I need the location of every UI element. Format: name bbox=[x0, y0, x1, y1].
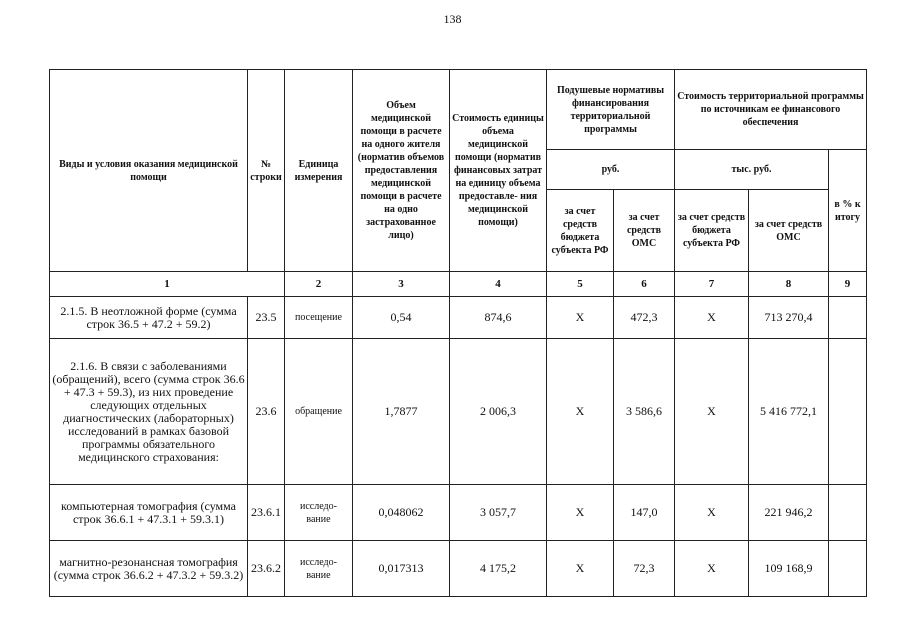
row-oms-rub: 472,3 bbox=[614, 297, 675, 339]
header-rub: руб. bbox=[547, 150, 675, 190]
header-unit: Единица измерения bbox=[285, 70, 353, 272]
row-volume: 1,7877 bbox=[353, 339, 450, 485]
table-row bbox=[50, 485, 867, 541]
row-budget-thousand: Х bbox=[675, 541, 749, 597]
financing-table bbox=[49, 69, 867, 597]
row-oms-thousand: 713 270,4 bbox=[749, 297, 829, 339]
column-number: 6 bbox=[614, 272, 675, 297]
row-percent bbox=[829, 297, 867, 339]
row-budget-thousand: Х bbox=[675, 485, 749, 541]
row-budget-rub: Х bbox=[547, 485, 614, 541]
column-number: 4 bbox=[450, 272, 547, 297]
row-cost: 3 057,7 bbox=[450, 485, 547, 541]
row-unit: исследо- вание bbox=[285, 485, 353, 541]
column-number: 3 bbox=[353, 272, 450, 297]
table-row bbox=[50, 541, 867, 597]
row-unit: исследо- вание bbox=[285, 541, 353, 597]
row-cost: 2 006,3 bbox=[450, 339, 547, 485]
row-name: магнитно-резонансная томография (сумма строк 36.6.2 + 47.3.2 + 59.3.2) bbox=[50, 541, 248, 597]
row-number: 23.6.2 bbox=[248, 541, 285, 597]
row-number: 23.6 bbox=[248, 339, 285, 485]
column-number: 2 bbox=[285, 272, 353, 297]
row-oms-rub: 72,3 bbox=[614, 541, 675, 597]
header-row-no: № строки bbox=[248, 70, 285, 272]
row-budget-rub: Х bbox=[547, 541, 614, 597]
row-name: компьютерная томография (сумма строк 36.6.1 + 47.3.1 + 59.3.1) bbox=[50, 485, 248, 541]
column-number: 5 bbox=[547, 272, 614, 297]
table-row bbox=[50, 297, 867, 339]
header-unit-cost: Стоимость единицы объема медицинской помощи (норматив финансовых затрат на единицу объема предоставле- ния медицинской помощи) bbox=[450, 70, 547, 272]
row-cost: 4 175,2 bbox=[450, 541, 547, 597]
row-budget-thousand: Х bbox=[675, 339, 749, 485]
header-budget-rub: за счет средств бюджета субъекта РФ bbox=[547, 190, 614, 272]
row-volume: 0,017313 bbox=[353, 541, 450, 597]
row-percent bbox=[829, 541, 867, 597]
header-percent: в % к итогу bbox=[829, 150, 867, 272]
row-number: 23.6.1 bbox=[248, 485, 285, 541]
table-row bbox=[50, 339, 867, 485]
column-number: 8 bbox=[749, 272, 829, 297]
row-name: 2.1.6. В связи с заболеваниями (обращений), всего (сумма строк 36.6 + 47.3 + 59.3), из них проведение следующих отдельных диагностических (лабораторных) исследований в рамках базовой программы обязательного медицинского страхования: bbox=[50, 339, 248, 485]
row-oms-rub: 147,0 bbox=[614, 485, 675, 541]
header-budget-thousand: за счет средств бюджета субъекта РФ bbox=[675, 190, 749, 272]
row-oms-rub: 3 586,6 bbox=[614, 339, 675, 485]
column-numbers-row bbox=[50, 272, 867, 297]
row-volume: 0,048062 bbox=[353, 485, 450, 541]
row-oms-thousand: 109 168,9 bbox=[749, 541, 829, 597]
header-oms-rub: за счет средств ОМС bbox=[614, 190, 675, 272]
row-number: 23.5 bbox=[248, 297, 285, 339]
row-oms-thousand: 221 946,2 bbox=[749, 485, 829, 541]
header-volume: Объем медицинской помощи в расчете на одного жителя (норматив объемов предоставления медицинской помощи в расчете на одно застрахованное лицо) bbox=[353, 70, 450, 272]
header-types: Виды и условия оказания медицинской помощи bbox=[50, 70, 248, 272]
header-program-cost: Стоимость территориальной программы по источникам ее финансового обеспечения bbox=[675, 70, 867, 150]
header-oms-thousand: за счет средств ОМС bbox=[749, 190, 829, 272]
column-number: 1 bbox=[50, 272, 285, 297]
row-budget-thousand: Х bbox=[675, 297, 749, 339]
row-unit: посещение bbox=[285, 297, 353, 339]
row-cost: 874,6 bbox=[450, 297, 547, 339]
row-oms-thousand: 5 416 772,1 bbox=[749, 339, 829, 485]
header-thousand-rub: тыс. руб. bbox=[675, 150, 829, 190]
row-percent bbox=[829, 339, 867, 485]
header-per-capita: Подушевые нормативы финансирования территориальной программы bbox=[547, 70, 675, 150]
row-unit: обращение bbox=[285, 339, 353, 485]
row-percent bbox=[829, 485, 867, 541]
row-budget-rub: Х bbox=[547, 297, 614, 339]
column-number: 7 bbox=[675, 272, 749, 297]
row-name: 2.1.5. В неотложной форме (сумма строк 36.5 + 47.2 + 59.2) bbox=[50, 297, 248, 339]
row-volume: 0,54 bbox=[353, 297, 450, 339]
column-number: 9 bbox=[829, 272, 867, 297]
row-budget-rub: Х bbox=[547, 339, 614, 485]
page-number: 138 bbox=[443, 12, 462, 26]
